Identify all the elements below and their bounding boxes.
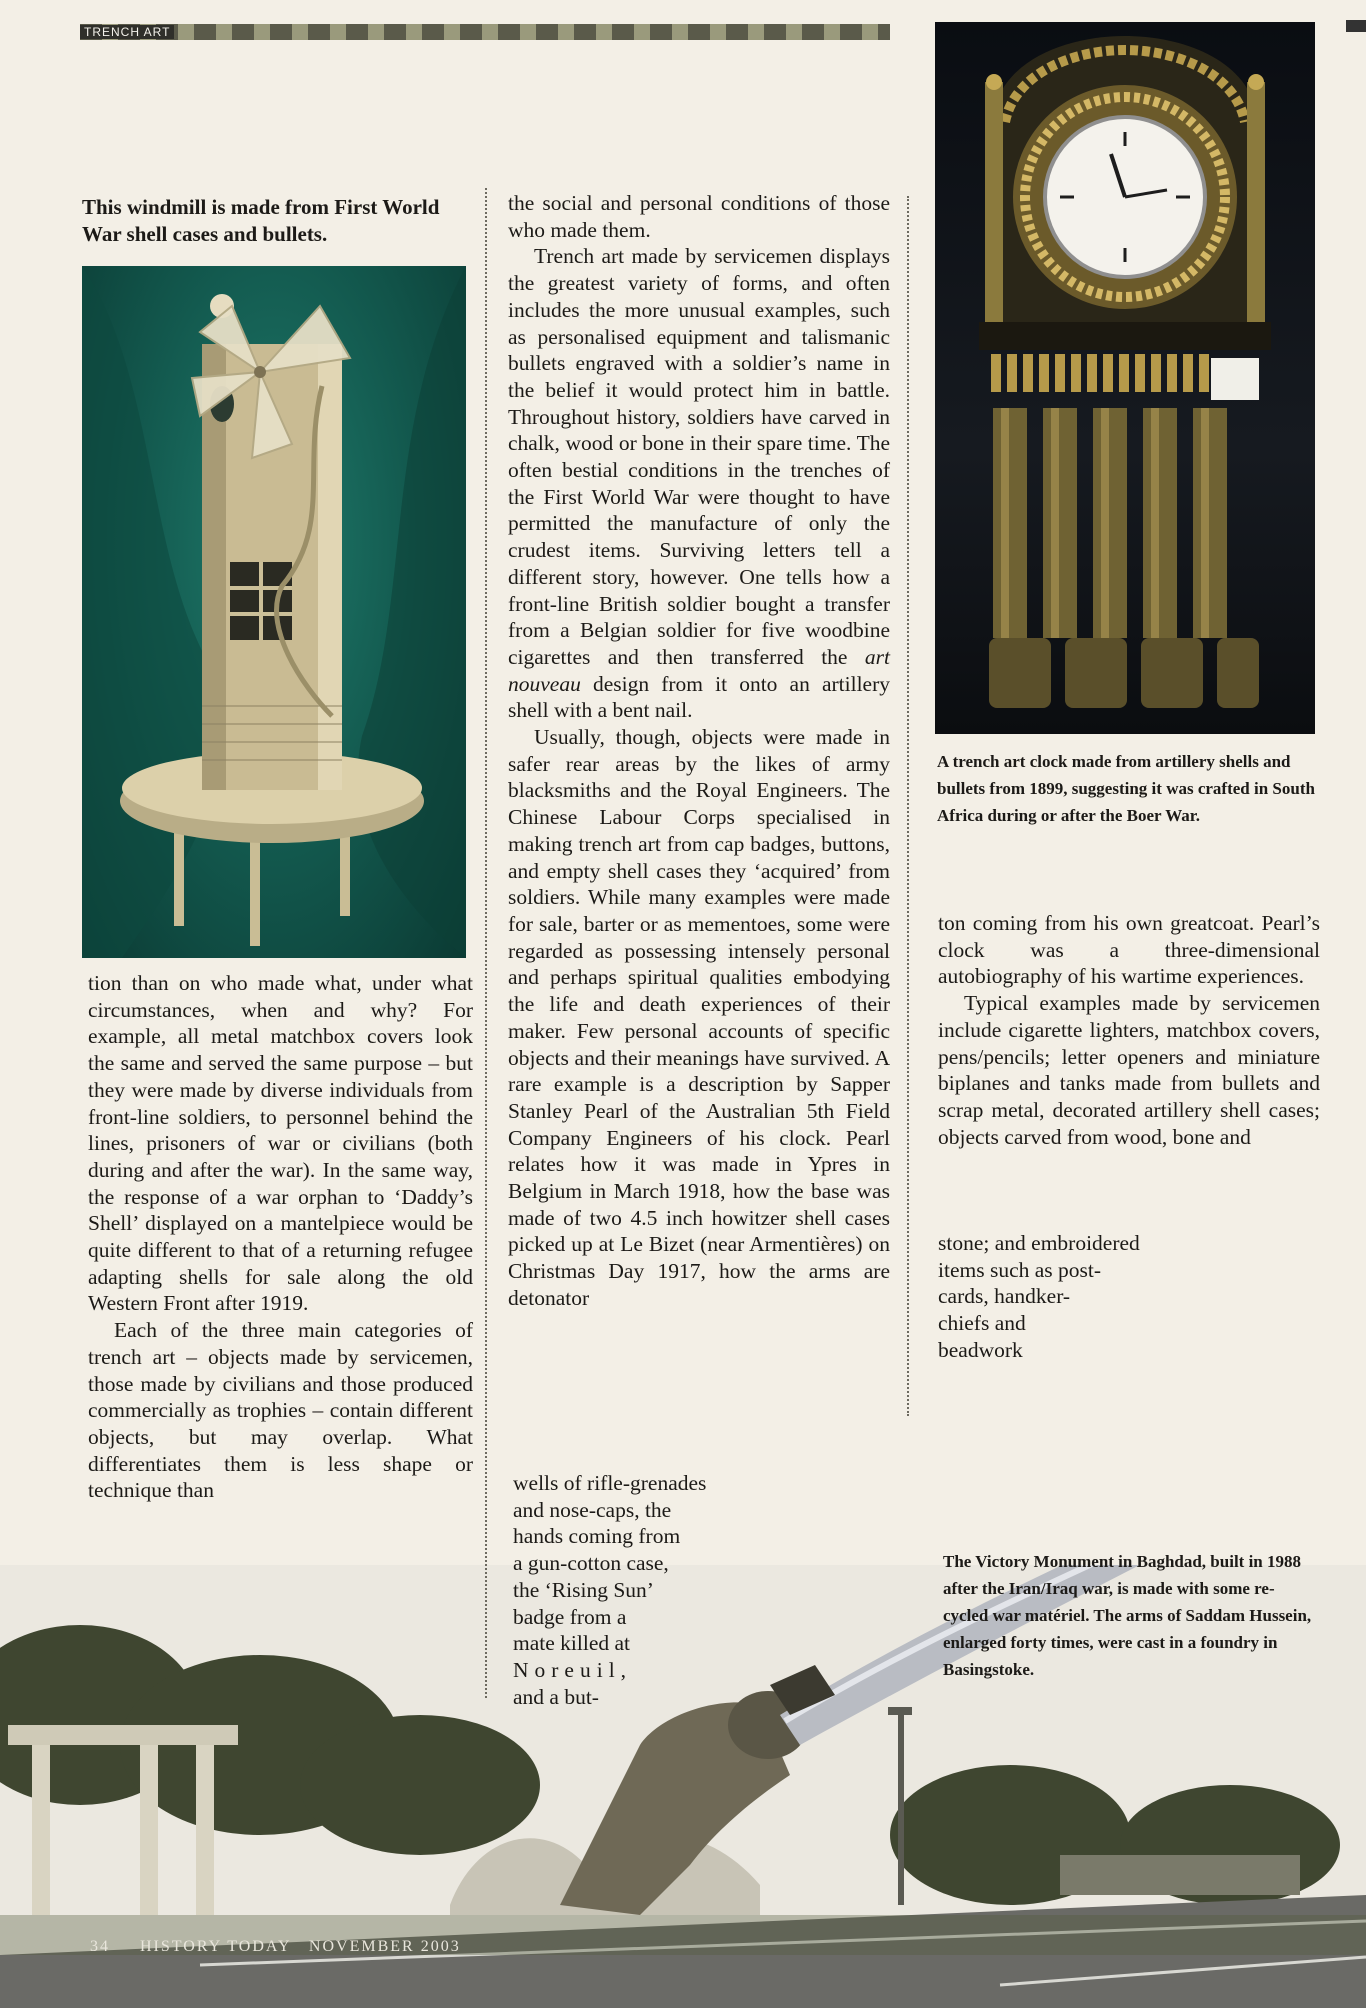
magazine-name: HISTORY TODAY bbox=[140, 1938, 291, 1955]
text-line: items such as post- bbox=[938, 1257, 1102, 1282]
header-bar bbox=[80, 24, 890, 40]
clock-photo bbox=[935, 22, 1315, 734]
issue-date: NOVEMBER 2003 bbox=[308, 1938, 461, 1955]
paragraph-text: Trench art made by servicemen displays the greatest variety of forms, and often includes the more unusual examples, such as personalised equipment and talismanic bullets engraved with a soldier’s name in the belief it would protect him in battle. Throughout history, soldiers have carved in chalk, wood or bone in their spare time. The often bestial conditions in the trenches of the First World War were thought to have permitted the manufacture of only the crudest items. Surviving letters tell a different story, however. One tells how a front-line British soldier bought a transfer from a Belgian soldier for five woodbine cigarettes and then transferred the bbox=[508, 244, 890, 669]
paragraph bbox=[508, 243, 890, 724]
column-rule-left bbox=[485, 188, 487, 1698]
text-line: badge from a bbox=[513, 1604, 627, 1629]
windmill-illustration bbox=[82, 266, 466, 958]
paragraph: tion than on who made what, under what circumstances, when and why? For example, all metal matchbox covers look the same and served the same purpose – but they were made by diverse individuals from front-line soldiers, to personnel behind the lines, prisoners of war or civilians (both during and after the war). In the same way, the response of a war orphan to ‘Daddy’s Shell’ displayed on a mantelpiece would be quite different to that of a returning refugee adapting shells for sale along the old Western Front after 1919. bbox=[88, 971, 473, 1316]
page-edge-mark bbox=[1346, 20, 1366, 32]
text-line: chiefs and bbox=[938, 1311, 1026, 1336]
section-label: TRENCH ART bbox=[80, 25, 174, 39]
text-line: beadwork bbox=[938, 1337, 1023, 1362]
text-line: a gun-cotton case, bbox=[513, 1551, 669, 1576]
windmill-caption: This windmill is made from First World War shell cases and bullets. bbox=[82, 195, 440, 246]
middle-column bbox=[508, 190, 890, 1312]
text-line: the ‘Rising Sun’ bbox=[513, 1577, 654, 1602]
monument-caption: The Victory Monument in Baghdad, built in 1988 after the Iran/Iraq war, is made with some re-cycled war matériel. The arms of Saddam Hussein, enlarged forty times, were cast in a foundry in Basingstoke. bbox=[943, 1552, 1312, 1679]
windmill-photo bbox=[82, 266, 466, 958]
text-line: and a but- bbox=[513, 1684, 599, 1709]
left-column bbox=[88, 970, 473, 1504]
paragraph: Usually, though, objects were made in safer rear areas by the likes of army blacksmiths and the Royal Engineers. The Chinese Labour Corps specialised in making trench art from cap badges, buttons, and empty shell cases they ‘acquired’ from soldiers. While many examples were made for sale, barter or as mementoes, some were regarded as possessing intensely personal and perhaps spiritual qualities embodying the life and death experiences of their maker. Few personal accounts of specific objects and their meanings have survived. A rare example is a description by Sapper Stanley Pearl of the Australian 5th Field Company Engineers of his clock. Pearl relates how it was made in Ypres in Belgium in March 1918, how the base was made of two 4.5 inch howitzer shell cases picked up at Le Bizet (near Armentières) on Christmas Day 1917, how the arms are detonator bbox=[508, 725, 890, 1310]
text-line: mate killed at bbox=[513, 1631, 631, 1656]
paragraph: the social and personal conditions of those who made them. bbox=[508, 191, 890, 242]
right-column-taper bbox=[938, 1230, 1218, 1364]
paragraph: Each of the three main categories of trench art – objects made by servicemen, those made by civilians and those produced commercially as trophies – contain different objects, but may overlap. What differentiates them is less shape or technique than bbox=[88, 1318, 473, 1503]
text-line: hands coming from bbox=[513, 1524, 681, 1549]
middle-column-taper bbox=[513, 1470, 803, 1710]
right-column bbox=[938, 910, 1320, 1150]
column-rule-right bbox=[907, 196, 909, 1416]
text-line: Noreuil, bbox=[513, 1657, 633, 1682]
text-line: and nose-caps, the bbox=[513, 1497, 672, 1522]
paragraph-text: design from it onto an artillery shell with a bent nail. bbox=[508, 671, 891, 723]
clock-illustration bbox=[935, 22, 1315, 734]
clock-caption: A trench art clock made from artillery shells and bullets from 1899, suggesting it was crafted in South Africa during or after the Boer War. bbox=[937, 752, 1315, 825]
paragraph: ton coming from his own greatcoat. Pearl’s clock was a three-dimensional autobiography of his wartime experiences. bbox=[938, 911, 1320, 989]
text-line: wells of rifle-grenades bbox=[513, 1471, 707, 1495]
text-line: cards, handker- bbox=[938, 1284, 1071, 1309]
paragraph: Typical examples made by servicemen include cigarette lighters, matchbox covers, pens/pencils; letter openers and miniature biplanes and tanks made from bullets and scrap metal, decorated artillery shell cases; objects carved from wood, bone and bbox=[938, 991, 1320, 1149]
emphasis-text: art nouveau bbox=[508, 644, 890, 696]
page-number: 34 bbox=[90, 1938, 110, 1955]
text-line: stone; and embroidered bbox=[938, 1231, 1140, 1255]
page-footer bbox=[90, 1938, 461, 1956]
